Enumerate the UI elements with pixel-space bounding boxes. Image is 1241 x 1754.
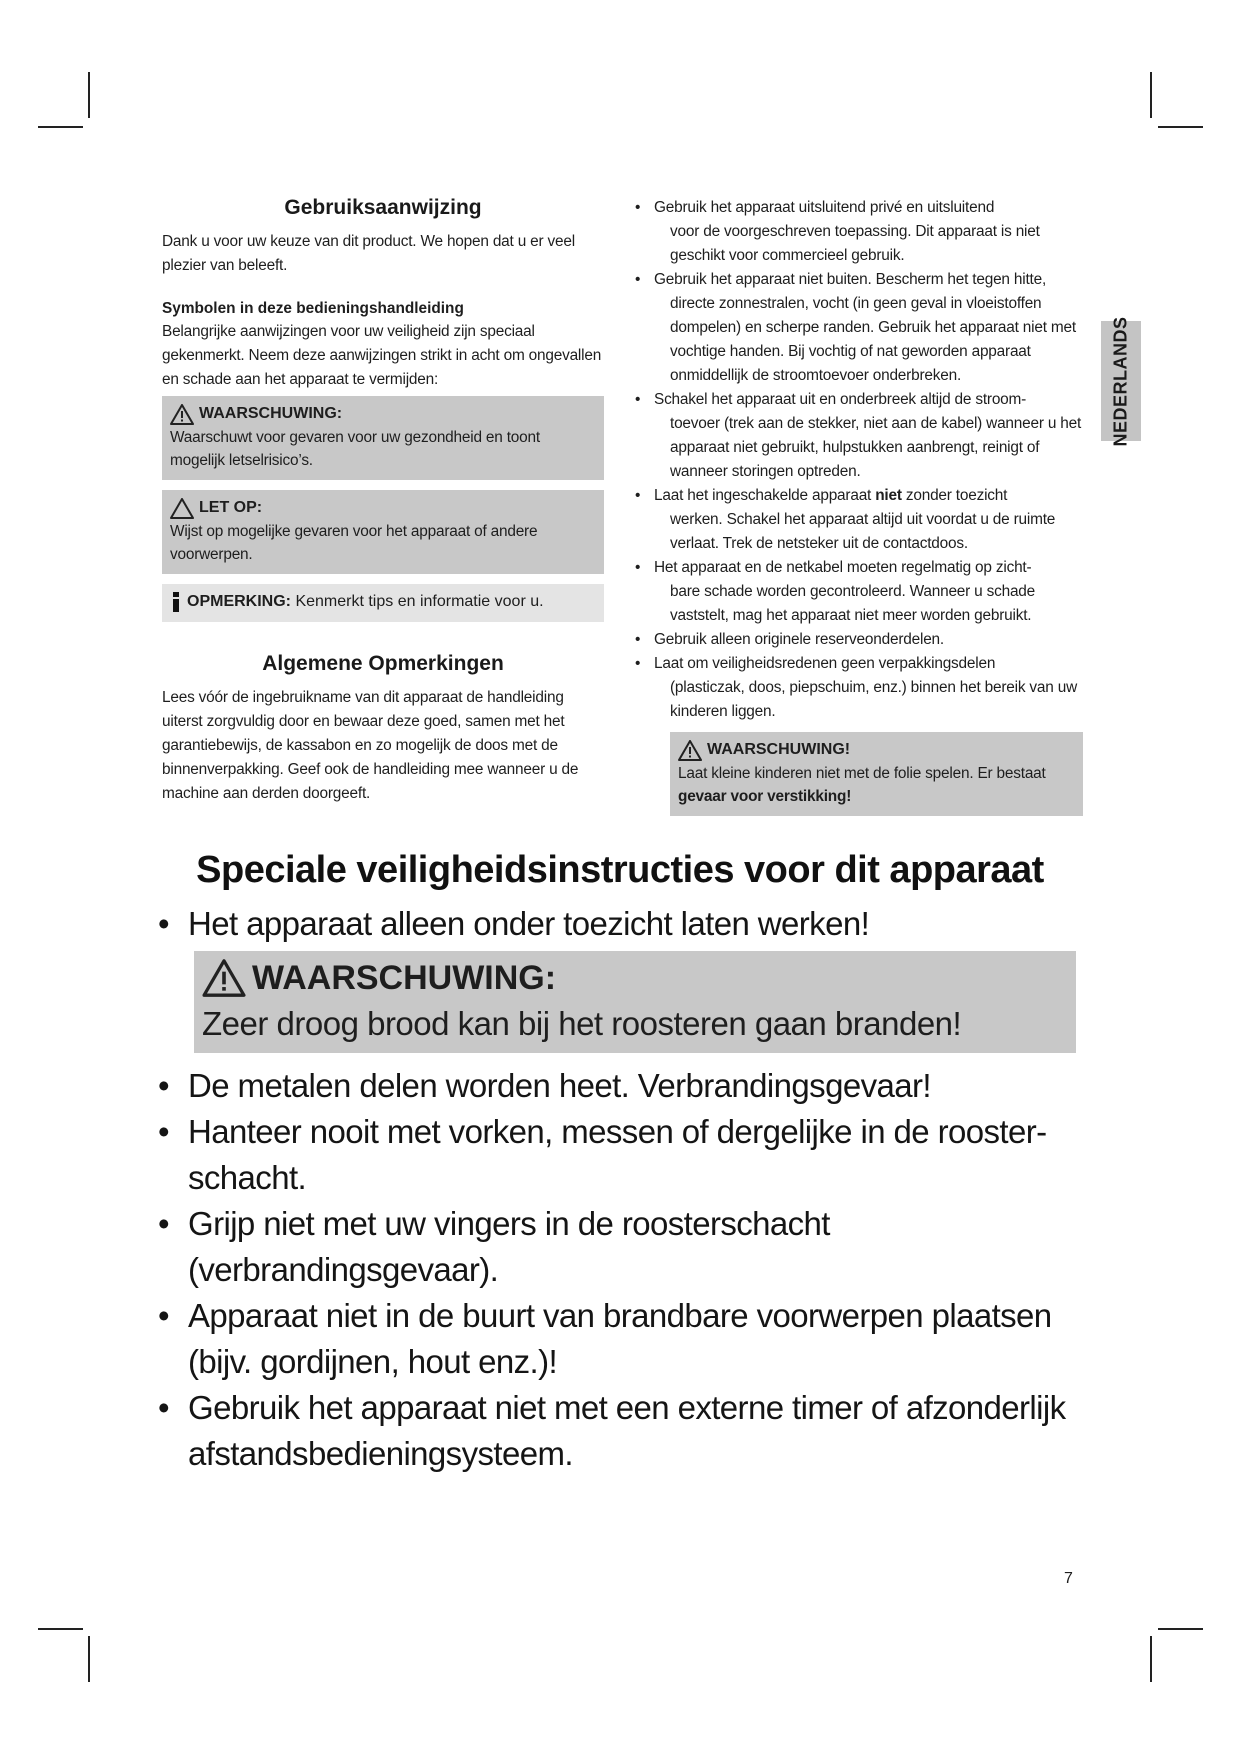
symbols-text: Belangrijke aanwijzingen voor uw veiligheid zijn speciaal gekenmerkt. Neem deze aanwijzingen strikt in acht om ongevallen en schade aan het apparaat te vermijden: [162,323,602,388]
list-item: • Gebruik het apparaat uitsluitend privé en uitsluitend voor de voorgeschreven toepassing. Dit apparaat is niet geschikt voor commercieel gebruik. [635,196,1083,268]
right-column [635,196,1083,826]
special-warning-text: Zeer droog brood kan bij het roosteren gaan branden! [202,1005,962,1042]
list-item: • Grijp niet met uw vingers in de roosterschacht (verbrandingsgevaar). [150,1201,1090,1293]
crop-mark [38,126,83,128]
list-item: • Gebruik het apparaat niet met een externe timer of afzonderlijk afstandsbedieningsysteem. [150,1385,1090,1477]
page-number: 7 [1064,1570,1073,1587]
packaging-warning-text: Laat kleine kinderen niet met de folie spelen. Er bestaat [678,765,1046,782]
caution-text: Wijst op mogelijke gevaren voor het apparaat of andere voorwerpen. [170,523,538,563]
warning-icon [202,959,246,997]
warning-icon [170,404,194,425]
symbols-heading: Symbolen in deze bedieningshandleiding [162,300,464,317]
list-item: • Gebruik het apparaat niet buiten. Bescherm het tegen hitte, directe zonnestralen, vocht (in geen geval in vloeistoffen dompelen) en scherpe randen. Gebruik het apparaat niet met vochtige handen. Bij vochtig of nat geworden apparaat onmiddellijk de stroomtoevoer onderbreken. [635,268,1083,388]
warning-text: Waarschuwt voor gevaren voor uw gezondheid en toont mogelijk letselrisico’s. [170,429,540,469]
crop-mark [88,1636,90,1682]
special-list [150,901,1090,947]
special-safety-section [150,845,1090,1477]
list-item: • De metalen delen worden heet. Verbrandingsgevaar! [150,1063,1090,1109]
note-title: OPMERKING: [187,593,291,610]
caution-heading [170,496,596,520]
caution-icon [170,498,194,519]
crop-mark [38,1628,83,1630]
list-item: • Hanteer nooit met vorken, messen of dergelijke in de rooster-schacht. [150,1109,1090,1201]
list-item: • Het apparaat alleen onder toezicht laten werken! [150,901,1090,947]
left-column [162,196,604,806]
list-item: • Laat om veiligheidsredenen geen verpakkingsdelen (plasticzak, doos, piepschuim, enz.) binnen het bereik van uw kinderen liggen. [635,652,1083,724]
list-item: • Apparaat niet in de buurt van brandbare voorwerpen plaatsen (bijv. gordijnen, hout enz.)! [150,1293,1090,1385]
special-warning-heading [202,955,1068,1001]
intro-text: Dank u voor uw keuze van dit product. We hopen dat u er veel plezier van beleeft. [162,233,575,274]
general-title: Algemene Opmerkingen [262,652,504,675]
general-text: Lees vóór de ingebruikname van dit apparaat de handleiding uiterst zorgvuldig door en bewaar deze goed, samen met het garantiebewijs, de kassabon en zo mogelijk de doos met de binnenverpakking. Geef ook de handleiding mee wanneer u de machine aan derden doorgeeft. [162,689,579,802]
language-tab [1101,315,1141,447]
list-item: • Laat het ingeschakelde apparaat niet zonder toezicht werken. Schakel het apparaat altijd uit voordat u de ruimte verlaat. Trek de netsteker uit de contactdoos. [635,484,1083,556]
warning-heading [170,402,596,426]
crop-mark [88,72,90,118]
language-tab-label: NEDERLANDS [1110,315,1131,447]
crop-mark [1150,1636,1152,1682]
caution-box [162,490,604,574]
list-item: • Gebruik alleen originele reserveonderdelen. [635,628,1083,652]
warning-icon [678,740,702,761]
safety-list [635,196,1083,724]
packaging-warning-title: WAARSCHUWING! [707,741,851,758]
note-box [162,584,604,622]
crop-mark [1150,72,1152,118]
special-title: Speciale veiligheidsinstructies voor dit apparaat [196,849,1044,891]
crop-mark [1158,126,1203,128]
info-icon [170,591,182,613]
note-line [170,590,596,614]
caution-title: LET OP: [199,499,263,516]
manual-title: Gebruiksaanwijzing [284,196,482,219]
list-item: • Schakel het apparaat uit en onderbreek altijd de stroom- toevoer (trek aan de stekker, niet aan de kabel) wanneer u het apparaat niet gebruikt, hulpstukken aanbrengt, reinigt of wanneer storingen optreden. [635,388,1083,484]
special-list [150,1063,1090,1477]
crop-mark [1158,1628,1203,1630]
note-text: Kenmerkt tips en informatie voor u. [291,593,544,610]
list-item: • Het apparaat en de netkabel moeten regelmatig op zicht- bare schade worden gecontroleerd. Wanneer u schade vaststelt, mag het apparaat niet meer worden gebruikt. [635,556,1083,628]
special-warning-title: WAARSCHUWING: [252,959,557,997]
warning-box [162,396,604,480]
packaging-warning-heading [678,738,1075,762]
warning-title: WAARSCHUWING: [199,405,343,422]
packaging-warning-bold: gevaar voor verstikking! [678,788,852,805]
packaging-warning-box [670,732,1083,816]
special-warning-box [194,951,1076,1053]
